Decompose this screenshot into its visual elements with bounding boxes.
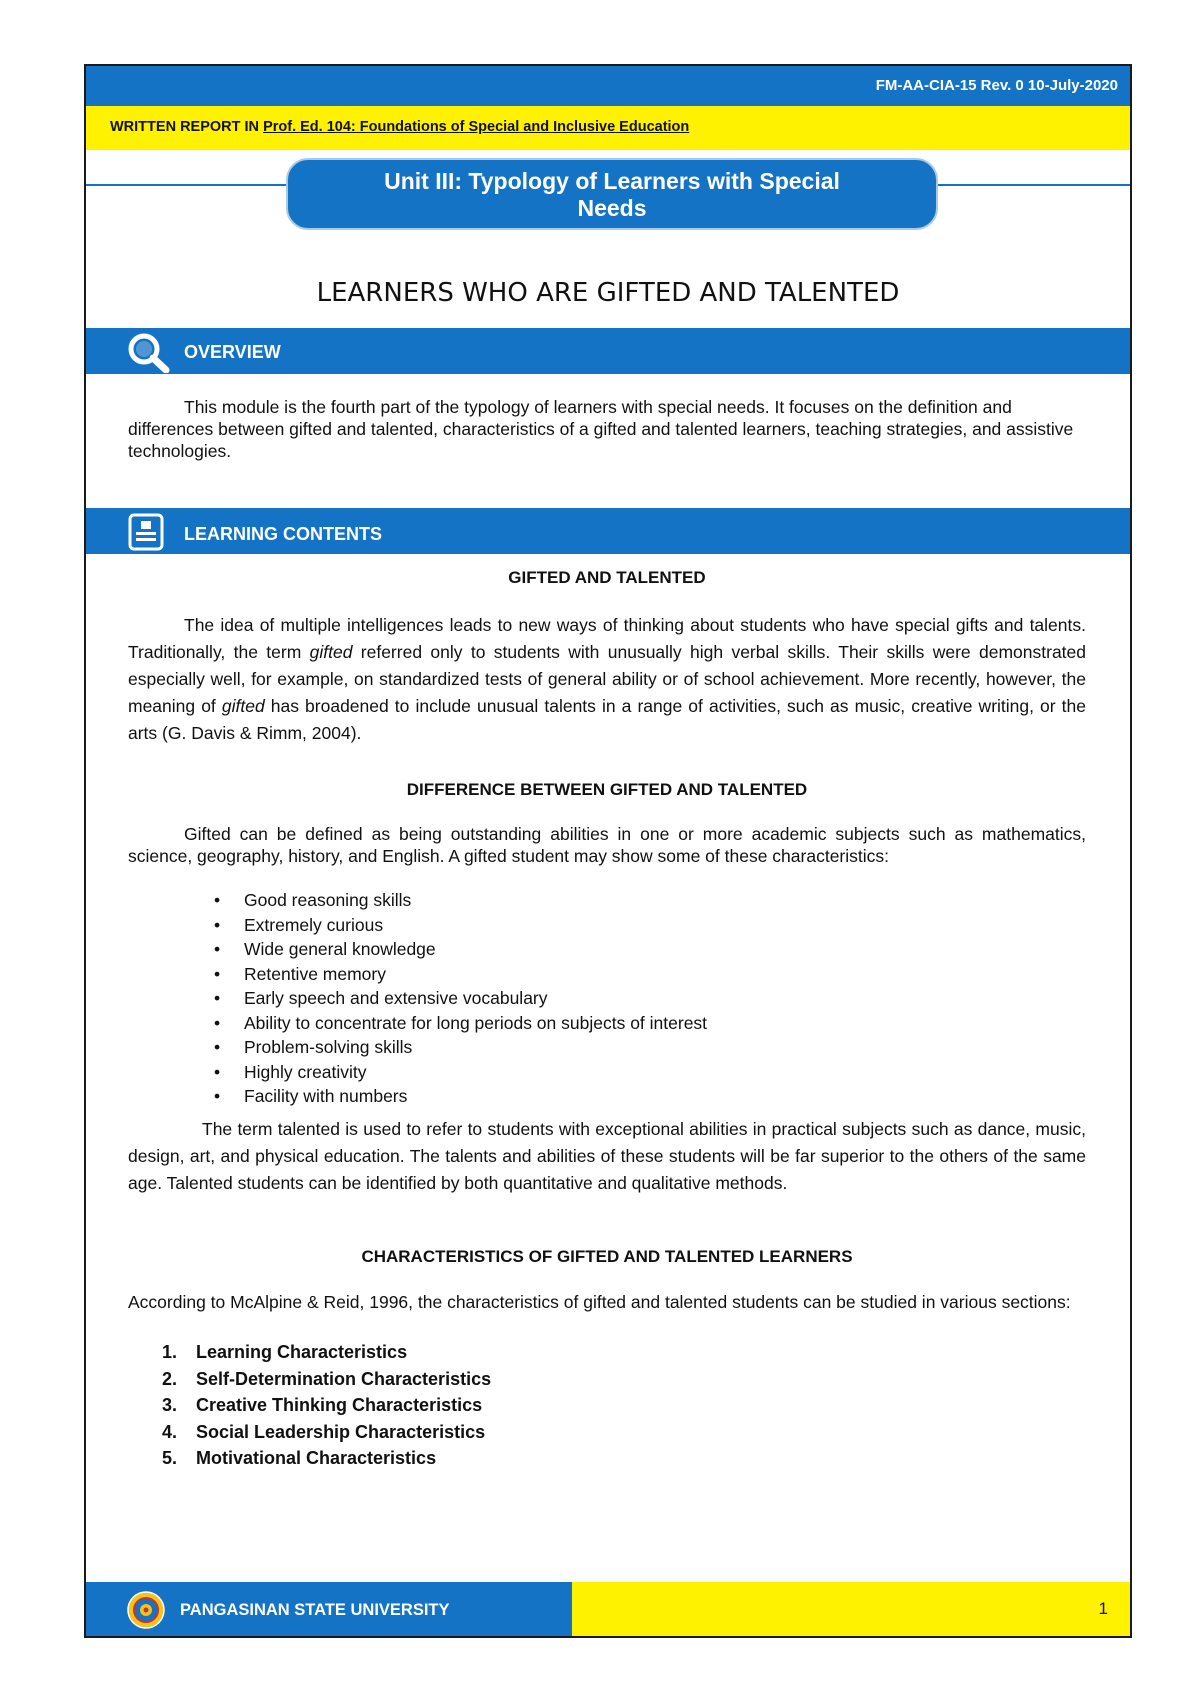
list-item: 3. Creative Thinking Characteristics (162, 1395, 483, 1415)
list-item: • Highly creativity (214, 1060, 1132, 1085)
characteristics-heading: CHARACTERISTICS OF GIFTED AND TALENTED LEARNERS (361, 1247, 853, 1266)
gifted-paragraph (128, 612, 1086, 747)
footer-university-bar (86, 1582, 572, 1636)
characteristics-sections-list (162, 1339, 1120, 1472)
unit-banner (286, 158, 938, 230)
page-title: LEARNERS WHO ARE GIFTED AND TALENTED (316, 278, 900, 308)
magnifier-icon (126, 331, 174, 378)
gifted-para-part-3: has broadened to include unusual talents in a range of activities, such as music, creative writing, or the arts (G. Davis & Rimm, 2004). (128, 696, 1087, 743)
talented-paragraph: The term talented is used to refer to students with exceptional abilities in practical subjects such as dance, music, design, art, and physical education. The talents and abilities of these students will be far superior to the others of the same age. Talented students can be identified by both quantitative and qualitative methods. (128, 1119, 1086, 1193)
gifted-term-2: gifted (221, 696, 265, 716)
report-title-bar (86, 106, 1130, 150)
gifted-para-part-2: referred only to students with unusually high verbal skills. Their skills were demonstrated especially well, for example, on standardized tests of general ability or of school achievement. More recently, however, the meaning of (128, 642, 1087, 716)
form-code: FM-AA-CIA-15 Rev. 0 10-July-2020 (875, 77, 1118, 94)
gifted-heading: GIFTED AND TALENTED (508, 568, 706, 587)
learning-contents-label: LEARNING CONTENTS (184, 524, 382, 544)
list-item: 4. Social Leadership Characteristics (162, 1421, 486, 1442)
gifted-para-part-1: The idea of multiple intelligences leads to new ways of thinking about students who have special gifts and talents. Traditionally, the term (128, 615, 1086, 662)
gifted-definition: Gifted can be defined as being outstanding abilities in one or more academic subjects such as mathematics, science, geography, history, and English. A gifted student may show some of these characteristics: (128, 824, 1086, 866)
form-code-bar (86, 66, 1130, 106)
overview-text: This module is the fourth part of the typology of learners with special needs. It focuses on the definition and differences between gifted and talented, characteristics of a gifted and talented learners, teaching strategies, and assistive technologies. (128, 397, 1074, 461)
university-name: PANGASINAN STATE UNIVERSITY (180, 1601, 450, 1619)
report-course: Prof. Ed. 104: Foundations of Special and Inclusive Education (263, 119, 690, 135)
overview-section-bar (86, 328, 1130, 374)
document-icon (126, 512, 166, 557)
list-item: • Wide general knowledge (214, 937, 1132, 962)
list-item: • Retentive memory (214, 962, 1132, 987)
learning-contents-section-bar (86, 508, 1130, 554)
list-item: 2. Self-Determination Characteristics (162, 1368, 492, 1389)
list-item: • Ability to concentrate for long periods on subjects of interest (214, 1011, 1132, 1036)
document-page (84, 64, 1132, 1638)
page-number: 1 (1098, 1599, 1108, 1618)
list-item: • Good reasoning skills (214, 888, 1132, 913)
footer-page-bar (572, 1582, 1132, 1636)
university-seal-icon (126, 1590, 166, 1635)
report-prefix: WRITTEN REPORT IN (110, 119, 264, 135)
list-item: • Facility with numbers (214, 1084, 1132, 1109)
gifted-characteristics-list (214, 888, 1132, 1109)
list-item: 1. Learning Characteristics (162, 1342, 408, 1362)
difference-heading: DIFFERENCE BETWEEN GIFTED AND TALENTED (406, 780, 808, 799)
list-item: 5. Motivational Characteristics (162, 1448, 437, 1468)
list-item: • Extremely curious (214, 913, 1132, 938)
gifted-term-1: gifted (309, 642, 353, 662)
list-item: • Early speech and extensive vocabulary (214, 986, 1132, 1011)
characteristics-intro: According to McAlpine & Reid, 1996, the characteristics of gifted and talented students can be studied in various sections: (128, 1292, 1071, 1312)
list-item: • Problem-solving skills (214, 1035, 1132, 1060)
overview-label: OVERVIEW (184, 342, 281, 362)
unit-title: Unit III: Typology of Learners with Special Needs (384, 168, 840, 221)
